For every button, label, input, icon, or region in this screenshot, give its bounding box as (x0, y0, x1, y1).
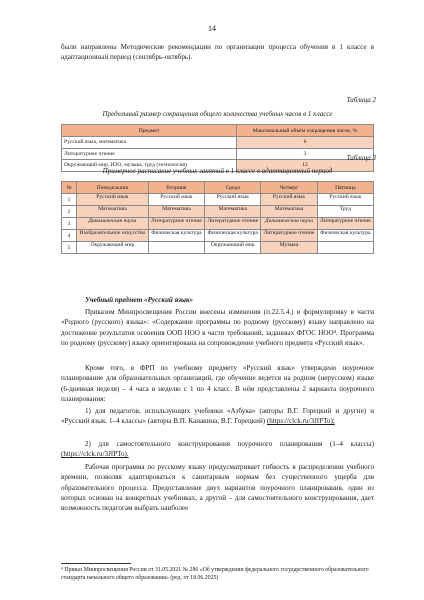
table3-cell: Русский язык (317, 194, 373, 206)
table-row (62, 230, 374, 242)
table3-cell: Математика (261, 206, 317, 218)
table3-cell: Русский язык (148, 194, 204, 206)
table3-cell: Русский язык (261, 194, 317, 206)
table3 (61, 181, 374, 254)
table2-cell: Литературное чтение (62, 148, 237, 160)
table3-cell: Литературное чтение (148, 218, 204, 230)
table3-cell: Литературное чтение (261, 230, 317, 242)
table3-header: Среда (205, 182, 261, 194)
table3-header: № (62, 182, 77, 194)
table3-cell: Математика (148, 206, 204, 218)
table3-header-row (62, 182, 374, 194)
table3-header: Понедельник (77, 182, 149, 194)
section-heading: Учебный предмет «Русский язык» (85, 296, 194, 304)
table3-cell: 4 (62, 230, 77, 242)
paragraph-2: Кроме того, в ФРП по учебному предмету «Русский язык» утверждено поурочное планирование для образовательных организаций, где обучение ведется на родном (нерусском) языке (6-дневная неделя) – 4 часа в неделю с 1 по 4 класс. В нём представлены 2 варианта поурочного планирования: (61, 364, 374, 403)
table3-cell: Литературное чтение (317, 218, 373, 230)
table-row (62, 194, 374, 206)
table3-cell: Труд (317, 206, 373, 218)
table2-header: Предмет (62, 125, 237, 137)
table3-cell: Динамическая пауза (77, 218, 149, 230)
list-item-2-text: 2) для самостоятельного конструирования поурочного планирования (1–4 классы) (85, 440, 374, 448)
table3-cell: Физическая культура (317, 230, 373, 242)
table-row (62, 148, 374, 160)
list-item-2 (61, 439, 374, 460)
paragraph-1: Приказом Минпросвещения России внесены изменения (п.22.5.4.) в формулировку в части «Родного (русского) языка»: «Содержание программы по родному (русскому) языку направлено на достижение результатов освоения ООП НОО в части требований, заданных ФГОС НОО⁴. Программа по родному (русскому) языку ориентирована на сопровождение учебного предмета «Русский язык». (61, 308, 374, 347)
table3-cell: Физическая культура (148, 230, 204, 242)
table3-cell: 2 (62, 206, 77, 218)
page-number: 14 (208, 24, 216, 33)
table3-cell: Русский язык (77, 194, 149, 206)
table3-caption: Примерное расписание учебных занятий в 1 классе в адаптационный период (102, 167, 333, 175)
table2-cell: Русский язык, математика (62, 137, 237, 149)
table2-label: Таблица 2 (346, 96, 376, 104)
table-row (62, 218, 374, 230)
table2 (61, 124, 374, 172)
table2-cell: 12 (237, 160, 374, 172)
table3-header: Пятница (317, 182, 373, 194)
table3-cell: Русский язык (205, 194, 261, 206)
table3-cell: Окружающий мир (77, 242, 149, 254)
table3-cell: Изобразительное искусство (77, 230, 149, 242)
table3-cell: 1 (62, 194, 77, 206)
table-row (62, 242, 374, 254)
list-item-1 (61, 406, 374, 427)
list-item-1-link[interactable]: (https://clck.ru/3JfPTo); (266, 417, 335, 426)
table-row (62, 206, 374, 218)
table2-cell: 3 (237, 148, 374, 160)
table2-cell: 6 (237, 137, 374, 149)
table2-caption: Предельный размер сокращения общего количества учебных часов в 1 классе (102, 110, 333, 118)
table3-cell: 3 (62, 218, 77, 230)
list-item-2-link[interactable]: (https://clck.ru/3JfPTo). (61, 450, 129, 459)
table3-cell (317, 242, 373, 254)
table3-cell: Динамическая пауза (261, 218, 317, 230)
table3-header: Четверг (261, 182, 317, 194)
table2-cell: Окружающий мир, ИЗО, музыка, труд (технология) (62, 160, 237, 172)
table2-header-row (62, 125, 374, 137)
table3-cell: Математика (205, 206, 261, 218)
table2-header: Максимальный объём сокращения часов, % (237, 125, 374, 137)
table3-cell (148, 242, 204, 254)
table3-cell: Литературное чтение (205, 218, 261, 230)
list-item-1-text: 1) для педагогов, использующих учебники «Азбука» (авторы В.Г. Горецкий и другие) и «Русский язык. 1–4 классы» (авторы В.П. Канакина, В.Г. Горецкий) (61, 407, 374, 426)
paragraph-3: Рабочая программа по русскому языку предусматривает гибкость в распределении учебного времени, позволяя адаптироваться к санитарным нормам без существенного ущерба для образовательного процесса. Предоставление двух вариантов поурочного планирования, один из которых основан на конкретных учебниках, а другой – для самостоятельного конструирования, дает возможность педагогам выбрать наиболее (61, 463, 374, 513)
footnote: ⁴ Приказ Минпросвещения России от 31.05.2021 № 286 «Об утверждении федерального государственного образовательного стандарта начального общего образования» (ред. от 18.06.2025) (61, 567, 369, 581)
footnote-separator (61, 563, 131, 564)
table-row (62, 137, 374, 149)
table3-cell: Математика (77, 206, 149, 218)
table3-label: Таблица 3 (346, 154, 376, 162)
table3-header: Вторник (148, 182, 204, 194)
table3-cell: 5 (62, 242, 77, 254)
table3-cell: Физическая культура (205, 230, 261, 242)
table3-cell: Окружающий мир (205, 242, 261, 254)
intro-paragraph: были направлены Методические рекомендации по организации процесса обучения в 1 классе в адаптационный период (сентябрь-октябрь). (61, 43, 374, 62)
table3-cell: Музыка (261, 242, 317, 254)
